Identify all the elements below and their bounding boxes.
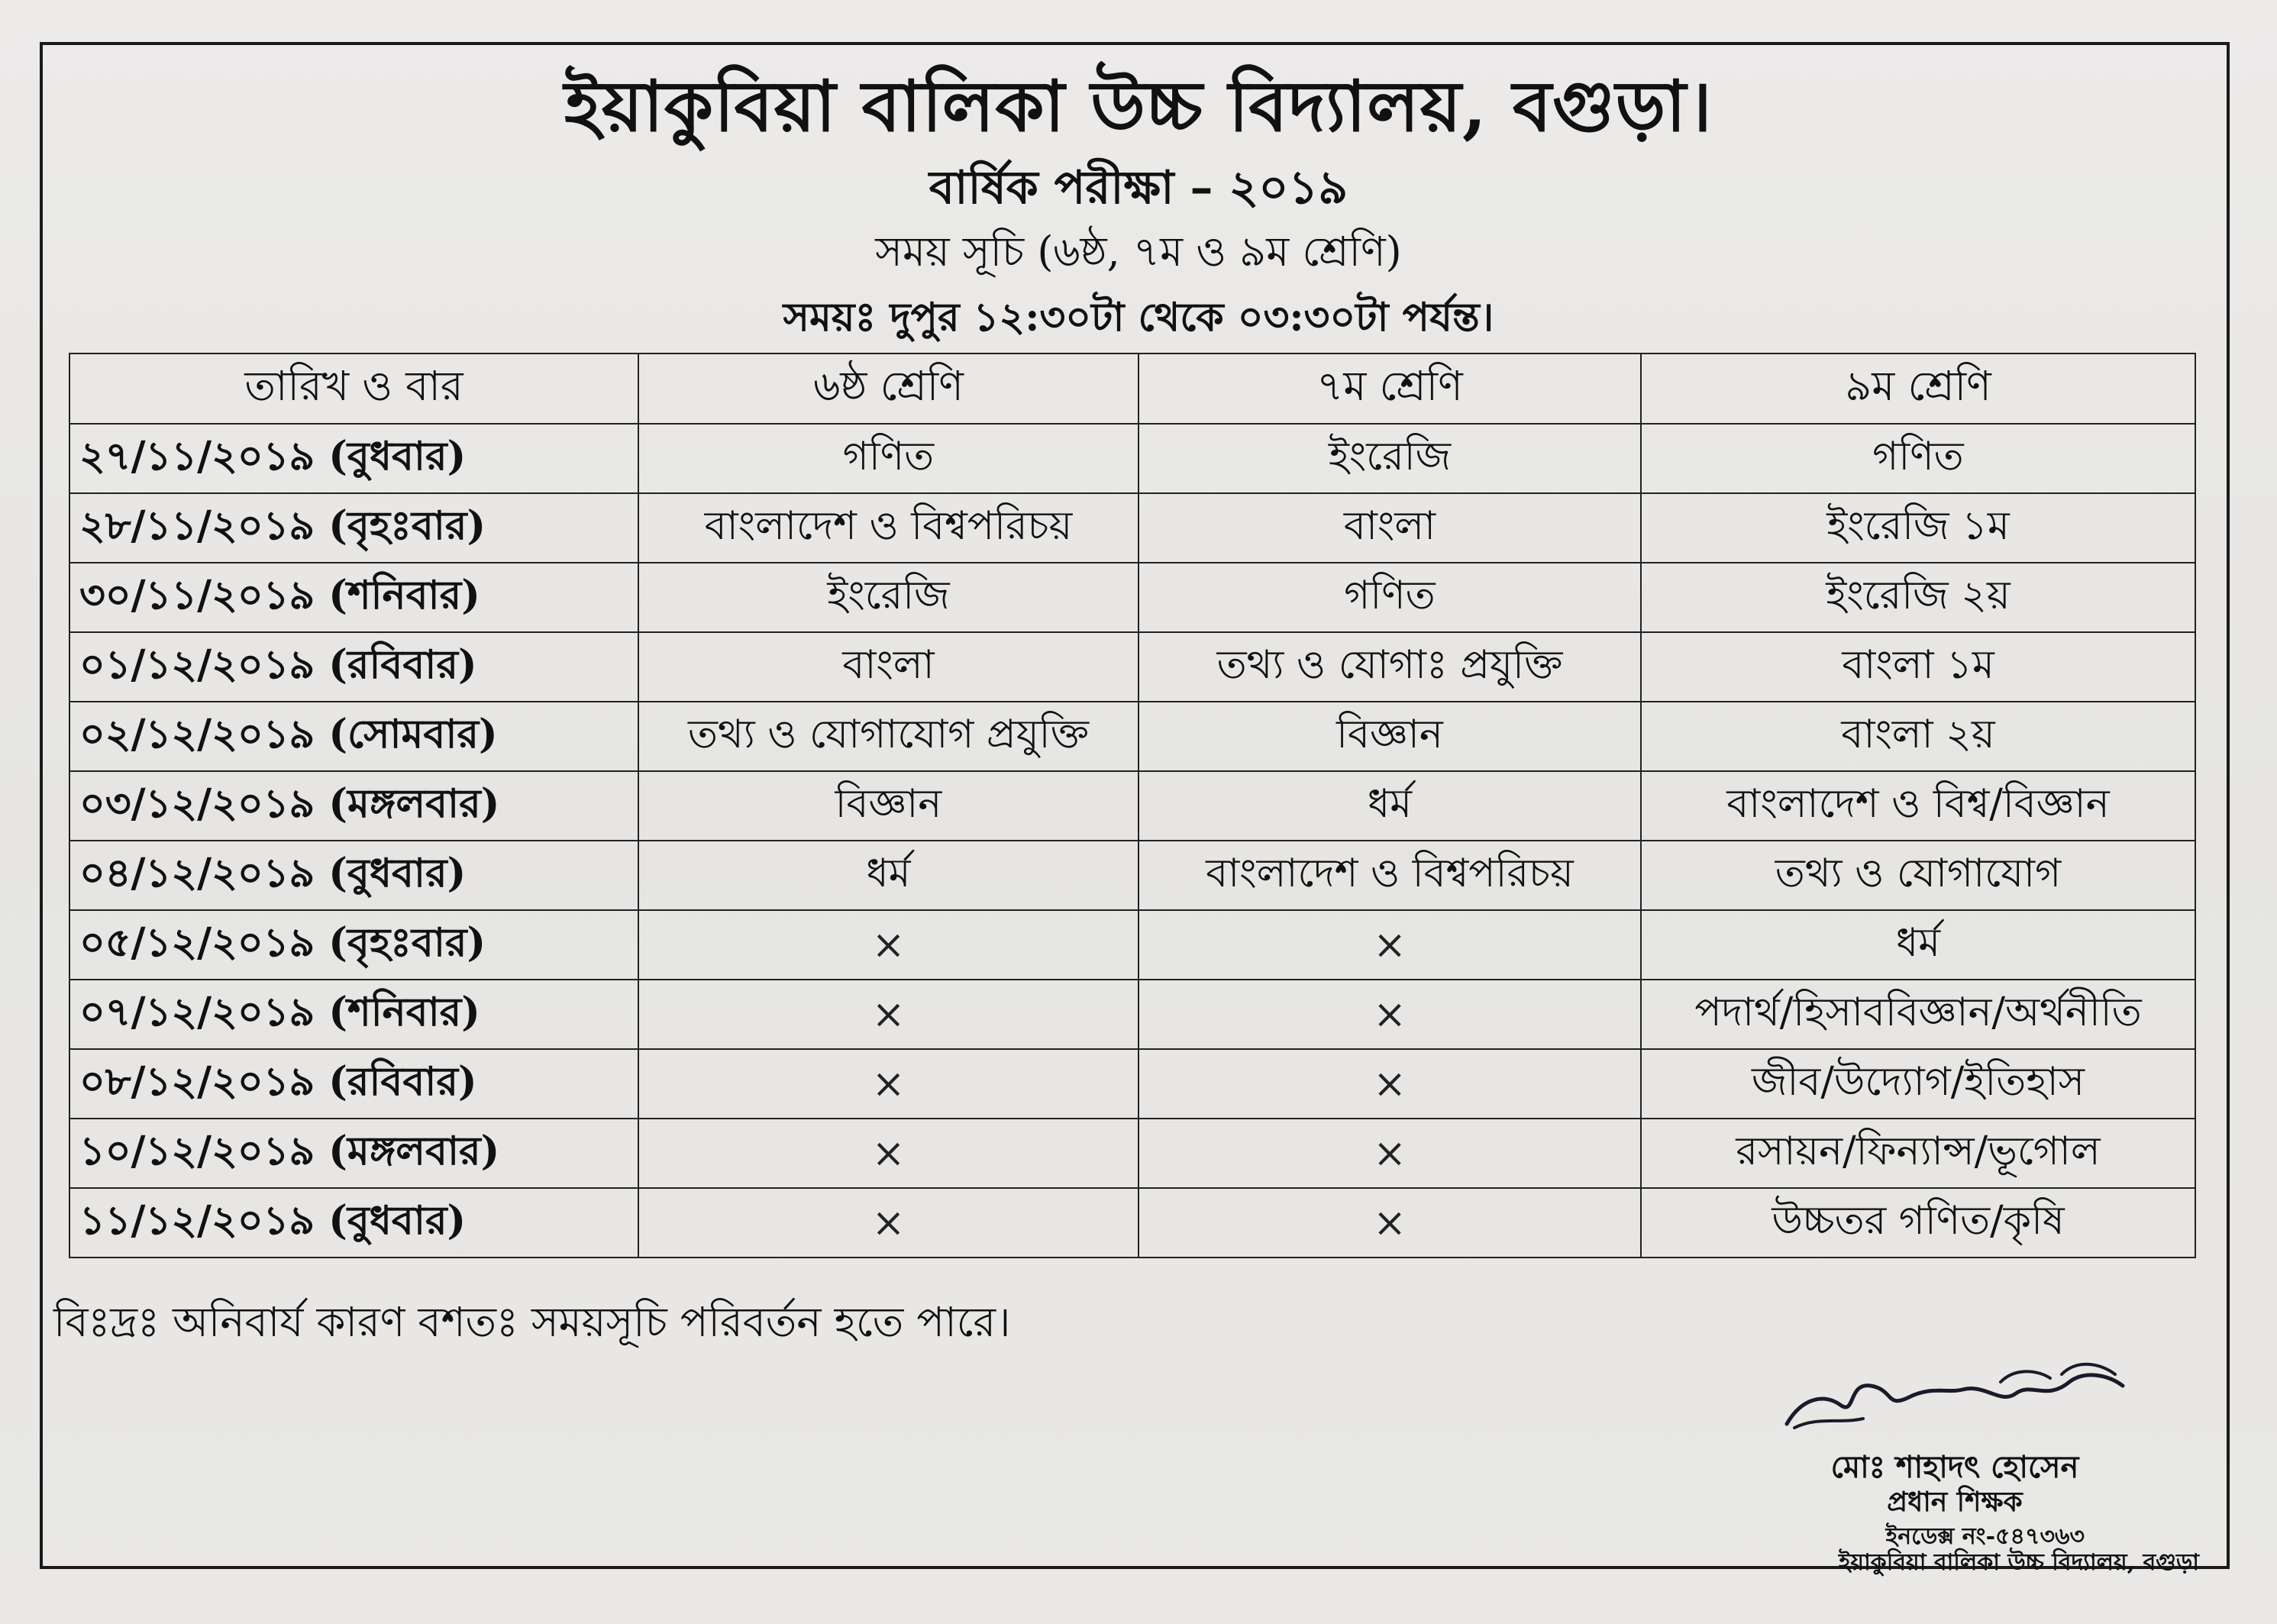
school-title: ইয়াকুবিয়া বালিকা উচ্চ বিদ্যালয়, বগুড়া। (564, 65, 1713, 147)
table-row (69, 702, 2195, 771)
table-row (69, 1049, 2195, 1119)
table-header-row (69, 354, 2195, 424)
header-class-9: ৯ম শ্রেণি (1641, 354, 2195, 424)
class-9-subject: ইংরেজি ১ম (1641, 493, 2195, 563)
no-exam-cross: × (1138, 980, 1641, 1049)
date-cell: ১০/১২/২০১৯ (মঙ্গলবার) (69, 1119, 638, 1188)
date-cell: ০৫/১২/২০১৯ (বৃহঃবার) (69, 910, 638, 980)
index-number: ইনডেক্স নং-৫৪৭৩৬৩ (1885, 1523, 2085, 1550)
class-6-subject: ধর্ম (638, 841, 1138, 910)
class-9-subject: পদার্থ/হিসাববিজ্ঞান/অর্থনীতি (1641, 980, 2195, 1049)
class-9-subject: ইংরেজি ২য় (1641, 563, 2195, 632)
notice-text: বিঃদ্রঃ অনিবার্য কারণ বশতঃ সময়সূচি পরিবর্তন হতে পারে। (53, 1298, 1011, 1346)
header-class-6: ৬ষ্ঠ শ্রেণি (638, 354, 1138, 424)
class-6-subject: গণিত (638, 424, 1138, 493)
no-exam-cross: × (1138, 910, 1641, 980)
class-9-subject: ধর্ম (1641, 910, 2195, 980)
class-9-subject: জীব/উদ্যোগ/ইতিহাস (1641, 1049, 2195, 1119)
date-cell: ০৪/১২/২০১৯ (বুধবার) (69, 841, 638, 910)
exam-time: সময়ঃ দুপুর ১২:৩০টা থেকে ০৩:৩০টা পর্যন্ত। (783, 294, 1494, 341)
class-6-subject: বিজ্ঞান (638, 771, 1138, 841)
table-row (69, 841, 2195, 910)
exam-title: বার্ষিক পরীক্ষা – ২০১৯ (929, 161, 1348, 215)
exam-schedule-table (69, 353, 2196, 1258)
signature-block (1710, 1351, 2199, 1576)
date-cell: ৩০/১১/২০১৯ (শনিবার) (69, 563, 638, 632)
class-9-subject: বাংলা ২য় (1641, 702, 2195, 771)
handwritten-signature (1772, 1351, 2138, 1443)
no-exam-cross: × (638, 1188, 1138, 1258)
no-exam-cross: × (638, 1119, 1138, 1188)
class-9-subject: রসায়ন/ফিন্যান্স/ভূগোল (1641, 1119, 2195, 1188)
class-6-subject: তথ্য ও যোগাযোগ প্রযুক্তি (638, 702, 1138, 771)
date-cell: ২৭/১১/২০১৯ (বুধবার) (69, 424, 638, 493)
school-stamp-name: ইয়াকুবিয়া বালিকা উচ্চ বিদ্যালয়, বগুড়া (1838, 1549, 2199, 1576)
class-7-subject: ইংরেজি (1138, 424, 1641, 493)
class-7-subject: বাংলাদেশ ও বিশ্বপরিচয় (1138, 841, 1641, 910)
table-row (69, 910, 2195, 980)
class-6-subject: ইংরেজি (638, 563, 1138, 632)
no-exam-cross: × (1138, 1049, 1641, 1119)
signatory-name: মোঃ শাহাদৎ হোসেন (1830, 1449, 2079, 1485)
class-9-subject: তথ্য ও যোগাযোগ (1641, 841, 2195, 910)
header-date: তারিখ ও বার (69, 354, 638, 424)
class-7-subject: বাংলা (1138, 493, 1641, 563)
date-cell: ০২/১২/২০১৯ (সোমবার) (69, 702, 638, 771)
date-cell: ০৩/১২/২০১৯ (মঙ্গলবার) (69, 771, 638, 841)
class-7-subject: বিজ্ঞান (1138, 702, 1641, 771)
no-exam-cross: × (638, 980, 1138, 1049)
class-7-subject: তথ্য ও যোগাঃ প্রযুক্তি (1138, 632, 1641, 702)
class-9-subject: গণিত (1641, 424, 2195, 493)
no-exam-cross: × (1138, 1119, 1641, 1188)
table-row (69, 632, 2195, 702)
table-row (69, 1119, 2195, 1188)
no-exam-cross: × (638, 910, 1138, 980)
header-class-7: ৭ম শ্রেণি (1138, 354, 1641, 424)
class-9-subject: বাংলাদেশ ও বিশ্ব/বিজ্ঞান (1641, 771, 2195, 841)
class-7-subject: ধর্ম (1138, 771, 1641, 841)
signatory-role: প্রধান শিক্ষক (1887, 1486, 2023, 1518)
date-cell: ০৮/১২/২০১৯ (রবিবার) (69, 1049, 638, 1119)
class-9-subject: বাংলা ১ম (1641, 632, 2195, 702)
class-6-subject: বাংলা (638, 632, 1138, 702)
date-cell: ০১/১২/২০১৯ (রবিবার) (69, 632, 638, 702)
table-row (69, 563, 2195, 632)
table-row (69, 424, 2195, 493)
no-exam-cross: × (1138, 1188, 1641, 1258)
table-row (69, 980, 2195, 1049)
class-9-subject: উচ্চতর গণিত/কৃষি (1641, 1188, 2195, 1258)
date-cell: ২৮/১১/২০১৯ (বৃহঃবার) (69, 493, 638, 563)
no-exam-cross: × (638, 1049, 1138, 1119)
table-row (69, 771, 2195, 841)
class-6-subject: বাংলাদেশ ও বিশ্বপরিচয় (638, 493, 1138, 563)
date-cell: ০৭/১২/২০১৯ (শনিবার) (69, 980, 638, 1049)
table-row (69, 1188, 2195, 1258)
schedule-subtitle: সময় সূচি (৬ষ্ঠ, ৭ম ও ৯ম শ্রেণি) (875, 228, 1402, 276)
table-row (69, 493, 2195, 563)
class-7-subject: গণিত (1138, 563, 1641, 632)
date-cell: ১১/১২/২০১৯ (বুধবার) (69, 1188, 638, 1258)
